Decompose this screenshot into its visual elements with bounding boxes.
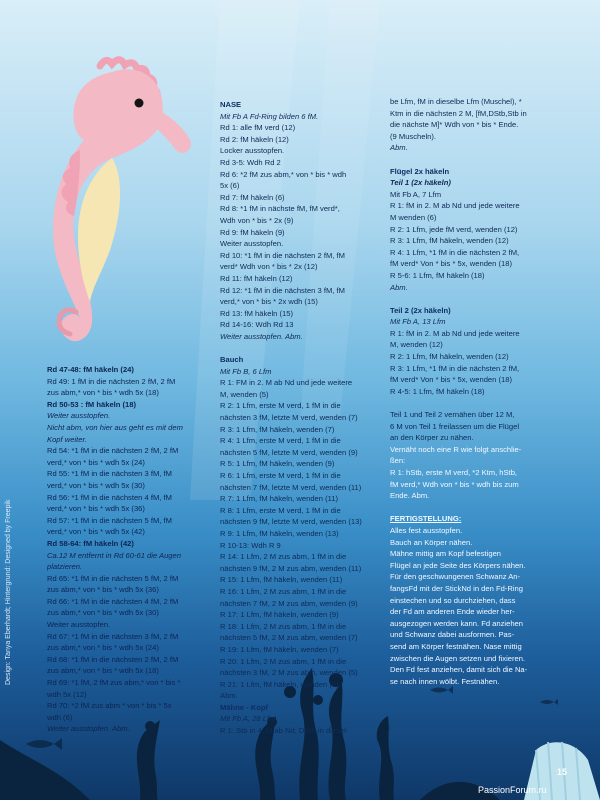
instruction-line: R 1: Stb in 4. M ab Nd, DStb in diesel- xyxy=(220,726,349,736)
instruction-line: Rd 55: *1 fM in die nächsten 3 fM, fM xyxy=(47,469,172,479)
page-number: 15 xyxy=(557,767,568,777)
instruction-line: zus abm,* von * bis * wdh 5x (18) xyxy=(47,388,159,398)
instruction-line: und Schwanz dabei ausformen. Pas- xyxy=(390,630,515,640)
instruction-line: Rd 54: *1 fM in die nächsten 2 fM, 2 fM xyxy=(47,446,179,456)
spacer xyxy=(390,502,527,514)
instruction-line: Rd 9: fM häkeln (9) xyxy=(220,227,285,237)
spacer xyxy=(390,397,527,409)
instruction-line: einstechen und so durchziehen, dass xyxy=(390,595,516,605)
instruction-line: R 4: 1 Lfm, erste M verd, 1 fM in die xyxy=(220,436,341,446)
instruction-line: Weiter ausstopfen. Abm. xyxy=(47,724,130,734)
instruction-line: Rd 57: *1 fM in die nächsten 5 fM, fM xyxy=(47,515,172,525)
instruction-line: se nach innen wölbt. Festnähen. xyxy=(390,676,500,686)
instruction-line: zwischen die Augen setzen und fixieren. xyxy=(390,653,526,663)
instruction-line: zus abm,* von * bis * wdh 5x (24) xyxy=(47,643,159,653)
instruction-line: Mit Fb A, 13 Lfm xyxy=(390,317,446,327)
instruction-line: R 1: FM in 2. M ab Nd und jede weitere xyxy=(220,378,353,388)
instruction-line: der Fd am anderen Ende wieder her- xyxy=(390,607,515,617)
instruction-line: nächsten 3 fM, 2 M zus abm, wenden (5) xyxy=(220,668,358,678)
instruction-line: R 7: 1 Lfm, fM häkeln, wenden (11) xyxy=(220,494,339,504)
instruction-line: Rd 69: *1 fM, 2 fM zus abm,* von * bis * xyxy=(47,678,181,688)
instruction-line: Den Fd fest anziehen, damit sich die Na- xyxy=(390,665,528,675)
instruction-line: R 1: fM in 2. M ab Nd und jede weitere xyxy=(390,328,520,338)
instruction-line: R 1: hStb, erste M verd, *2 Ktm, hStb, xyxy=(390,468,518,477)
section-heading: Teil 2 (2x häkeln) xyxy=(390,305,451,315)
design-credit: Design: Tanya Eberhardt; Hintergrund: Designed by Freepik xyxy=(5,499,12,685)
instruction-line: wdh 5x (12) xyxy=(47,689,87,699)
instruction-line: R 3: 1 Lfm, fM häkeln, wenden (12) xyxy=(390,236,509,246)
instruction-line: Weiter ausstopfen. xyxy=(47,411,111,421)
instructions-body-continued xyxy=(47,364,183,735)
instruction-line: Alles fest ausstopfen. xyxy=(390,525,463,535)
instruction-line: Mähne mittig am Kopf befestigen xyxy=(390,549,502,559)
section-heading: NASE xyxy=(220,100,242,109)
instruction-line: verd,* von * bis * wdh 5x (24) xyxy=(47,457,145,467)
instruction-line: Rd 50-53 : fM häkeln (18) xyxy=(47,399,137,409)
instruction-line: Ca.12 M entfernt in Rd 60-61 die Augen xyxy=(47,550,181,560)
instruction-line: Rd 6: *2 fM zus abm,* von * bis * wdh xyxy=(220,169,347,179)
instruction-line: Rd 12: *1 fM in die nächsten 3 fM, fM xyxy=(220,285,345,295)
instruction-line: Rd 1: alle fM verd (12) xyxy=(220,123,296,133)
instruction-line: R 4-5: 1 Lfm, fM häkeln (18) xyxy=(390,386,485,396)
instruction-line: verd,* von * bis * wdh 5x (42) xyxy=(47,527,145,537)
instruction-line: nächsten 7 fM, letzte M verd, wenden (11) xyxy=(220,482,362,492)
instruction-line: Rd 47-48: fM häkeln (24) xyxy=(47,365,134,374)
instruction-line: Rd 65: *1 fM in die nächsten 5 fM, 2 fM xyxy=(47,573,179,583)
instruction-line: nächsten 9 fM, 2 M zus abm, wenden (11) xyxy=(220,563,362,573)
section-heading: Mähne - Kopf xyxy=(220,702,269,712)
instruction-line: 5x (6) xyxy=(220,181,240,191)
instruction-line: Rd 3-5: Wdh Rd 2 xyxy=(220,157,281,167)
instruction-line: R 20: 1 Lfm, 2 M zus abm, 1 fM in die xyxy=(220,656,347,666)
instruction-line: Mit Fb A, 7 Lfm xyxy=(390,189,442,199)
instruction-line: ausgezogen werden kann. Fd anziehen xyxy=(390,618,523,628)
instruction-line: zus abm,* von * bis * wdh 5x (36) xyxy=(47,585,159,595)
spacer xyxy=(220,342,362,354)
instruction-line: R 4: 1 Lfm, *1 fM in die nächsten 2 fM, xyxy=(390,247,520,257)
spacer xyxy=(390,293,527,305)
section-heading: Flügel 2x häkeln xyxy=(390,166,450,176)
instruction-line: Rd 49: 1 fM in die nächsten 2 fM, 2 fM xyxy=(47,376,176,386)
instruction-line: Ende. Abm. xyxy=(390,491,430,501)
instruction-line: (9 Muscheln). xyxy=(390,131,437,141)
section-heading: FERTIGSTELLUNG: xyxy=(390,514,462,524)
instruction-line: Rd 2: fM häkeln (12) xyxy=(220,134,289,144)
instruction-line: R 19: 1 Lfm, fM häkeln, wenden (7) xyxy=(220,644,339,654)
instruction-line: fM verd,* Wdh von * bis * wdh bis zum xyxy=(390,479,519,489)
instruction-line: Ktm in die nächsten 2 M, [fM,DStb,Stb in xyxy=(390,108,527,118)
instruction-line: be Lfm, fM in dieselbe Lfm (Muschel), * xyxy=(390,97,522,106)
instruction-line: Wdh von * bis * 2x (9) xyxy=(220,215,294,225)
instruction-line: Mit Fb A Fd-Ring bilden 6 fM. xyxy=(220,111,319,121)
instruction-line: R 6: 1 Lfm, erste M verd, 1 fM in die xyxy=(220,471,341,480)
instruction-line: R 1: fM in 2. M ab Nd und jede weitere xyxy=(390,201,520,211)
seahorse-eye xyxy=(135,99,144,108)
instruction-line: R 15: 1 Lfm, fM häkeln, wenden (11) xyxy=(220,575,343,585)
instruction-line: R 5-6: 1 Lfm, fM häkeln (18) xyxy=(390,270,485,280)
seahorse-snout xyxy=(150,110,191,153)
instruction-line: Mit Fb A, 28 Lfm xyxy=(220,714,276,724)
instruction-line: M, wenden (5) xyxy=(220,389,269,399)
instruction-line: M wenden (6) xyxy=(390,212,437,222)
instruction-line: Abm. xyxy=(390,282,408,292)
instruction-line: Rd 10: *1 fM in die nächsten 2 fM, fM xyxy=(220,250,345,260)
instruction-line: fM verd* Von * bis * 5x, wenden (18) xyxy=(390,375,512,385)
seahorse-figure xyxy=(53,60,191,341)
instruction-line: R 17: 1 Lfm, fM häkeln, wenden (9) xyxy=(220,610,339,620)
fish-silhouette xyxy=(26,738,62,750)
instruction-line: Abm. xyxy=(390,143,408,153)
instruction-line: Rd 13: fM häkeln (15) xyxy=(220,308,294,318)
section-heading: Bauch xyxy=(220,355,244,365)
instruction-line: M, wenden (12) xyxy=(390,340,443,350)
instruction-line: R 10-13: Wdh R 9 xyxy=(220,540,281,550)
site-watermark: PassionForum.ru xyxy=(478,785,547,795)
instruction-line: Rd 14-16: Wdh Rd 13 xyxy=(220,320,294,330)
instruction-line: R 2: 1 Lfm, jede fM verd, wenden (12) xyxy=(390,224,518,234)
instruction-line: Für den geschwungenen Schwanz An- xyxy=(390,572,521,582)
instruction-line: Vernäht noch eine R wie folgt anschlie- xyxy=(390,444,522,454)
instructions-wings-finishing xyxy=(390,96,527,687)
instruction-line: R 3: 1 Lfm, fM häkeln, wenden (7) xyxy=(220,424,335,434)
instruction-line: Rd 70: *2 fM zus abm * von * bis * 5x xyxy=(47,701,172,711)
instruction-line: ßen: xyxy=(390,456,406,466)
instruction-line: R 3: 1 Lfm, *1 fM in die nächsten 2 fM, xyxy=(390,363,520,373)
spacer xyxy=(390,154,527,166)
instruction-line: wdh (6) xyxy=(47,712,73,722)
instruction-line: verd,* von * bis * wdh 5x (30) xyxy=(47,480,145,490)
instruction-line: die nächste M]* Wdh von * bis * Ende. xyxy=(390,120,519,130)
instruction-line: send am Körper festnähen. Nase mittig xyxy=(390,641,522,651)
instruction-line: verd,* von * bis * wdh 5x (36) xyxy=(47,504,145,514)
instruction-line: R 2: 1 Lfm, fM häkeln, wenden (12) xyxy=(390,352,509,362)
instruction-line: Rd 66: *1 fM in die nächsten 4 fM, 2 fM xyxy=(47,596,179,606)
instruction-line: 6 M von Teil 1 freilassen um die Flügel xyxy=(390,421,520,431)
instruction-line: Rd 58-64: fM häkeln (42) xyxy=(47,538,134,548)
instruction-line: Rd 67: *1 fM in die nächsten 3 fM, 2 fM xyxy=(47,631,179,641)
instruction-line: R 2: 1 Lfm, erste M verd, 1 fM in die xyxy=(220,401,341,411)
instruction-line: Kopf weiter. xyxy=(47,434,87,444)
instruction-line: verd,* von * bis * 2x wdh (15) xyxy=(220,297,318,307)
instruction-line: fangsFd mit der StickNd in den Fd-Ring xyxy=(390,583,523,593)
instruction-line: R 8: 1 Lfm, erste M verd, 1 fM in die xyxy=(220,505,341,515)
instruction-line: Weiter ausstopfen. Abm. xyxy=(220,331,303,341)
instruction-line: Weiter ausstopfen. xyxy=(47,620,111,630)
instruction-line: Nicht abm, von hier aus geht es mit dem xyxy=(47,422,183,432)
instruction-line: fM verd* Von * bis * 5x, wenden (18) xyxy=(390,259,512,269)
instruction-line: Abm. xyxy=(220,691,238,701)
instruction-line: Mit Fb B, 6 Lfm xyxy=(220,366,272,376)
instruction-line: Bauch an Körper nähen. xyxy=(390,537,473,547)
instruction-line: nächsten 5 fM, letzte M verd, wenden (9) xyxy=(220,447,358,457)
instruction-line: nächsten 3 fM, letzte M verd, wenden (7) xyxy=(220,413,358,423)
instruction-line: R 9: 1 Lfm, fM häkeln, wenden (13) xyxy=(220,528,339,538)
fish-silhouette xyxy=(540,699,558,705)
instruction-line: nächsten 7 fM, 2 M zus abm, wenden (9) xyxy=(220,598,358,608)
instruction-line: nächsten 9 fM, letzte M verd, wenden (13) xyxy=(220,517,362,527)
instructions-nose-belly-mane xyxy=(220,99,362,737)
instruction-line: R 5: 1 Lfm, fM häkeln, wenden (9) xyxy=(220,459,335,469)
instruction-line: nächsten 5 fM, 2 M zus abm, wenden (7) xyxy=(220,633,358,643)
instruction-line: R 14: 1 Lfm, 2 M zus abm, 1 fM in die xyxy=(220,552,347,562)
instruction-line: verd* Wdh von * bis * 2x (12) xyxy=(220,262,318,272)
instruction-line: Rd 56: *1 fM in die nächsten 4 fM, fM xyxy=(47,492,172,502)
instruction-line: Flügel an jede Seite des Körpers nähen. xyxy=(390,560,526,570)
instruction-line: Rd 7: fM häkeln (6) xyxy=(220,192,285,202)
instruction-line: R 18: 1 Lfm, 2 M zus abm, 1 fM in die xyxy=(220,621,347,631)
instruction-line: R 21: 1 Lfm, fM häkeln, wenden (5) xyxy=(220,679,339,689)
section-heading: Teil 1 (2x häkeln) xyxy=(390,178,451,188)
instruction-line: Rd 11: fM häkeln (12) xyxy=(220,273,293,283)
instruction-line: Rd 68: *1 fM in die nächsten 2 fM, 2 fM xyxy=(47,654,179,664)
instruction-line: platzieren. xyxy=(47,562,83,572)
instruction-line: zus abm,* von * bis * wdh 5x (18) xyxy=(47,666,159,676)
instruction-line: Rd 8: *1 fM in nächste fM, fM verd*, xyxy=(220,204,340,214)
instruction-line: Locker ausstopfen. xyxy=(220,146,285,156)
instruction-line: Teil 1 und Teil 2 vernähen über 12 M, xyxy=(390,410,515,420)
instruction-line: zus abm,* von * bis * wdh 5x (30) xyxy=(47,608,159,618)
instruction-line: R 16: 1 Lfm, 2 M zus abm, 1 fM in die xyxy=(220,586,347,596)
instruction-line: Weiter ausstopfen. xyxy=(220,239,284,249)
instruction-line: an den Körper zu nähen. xyxy=(390,433,474,443)
